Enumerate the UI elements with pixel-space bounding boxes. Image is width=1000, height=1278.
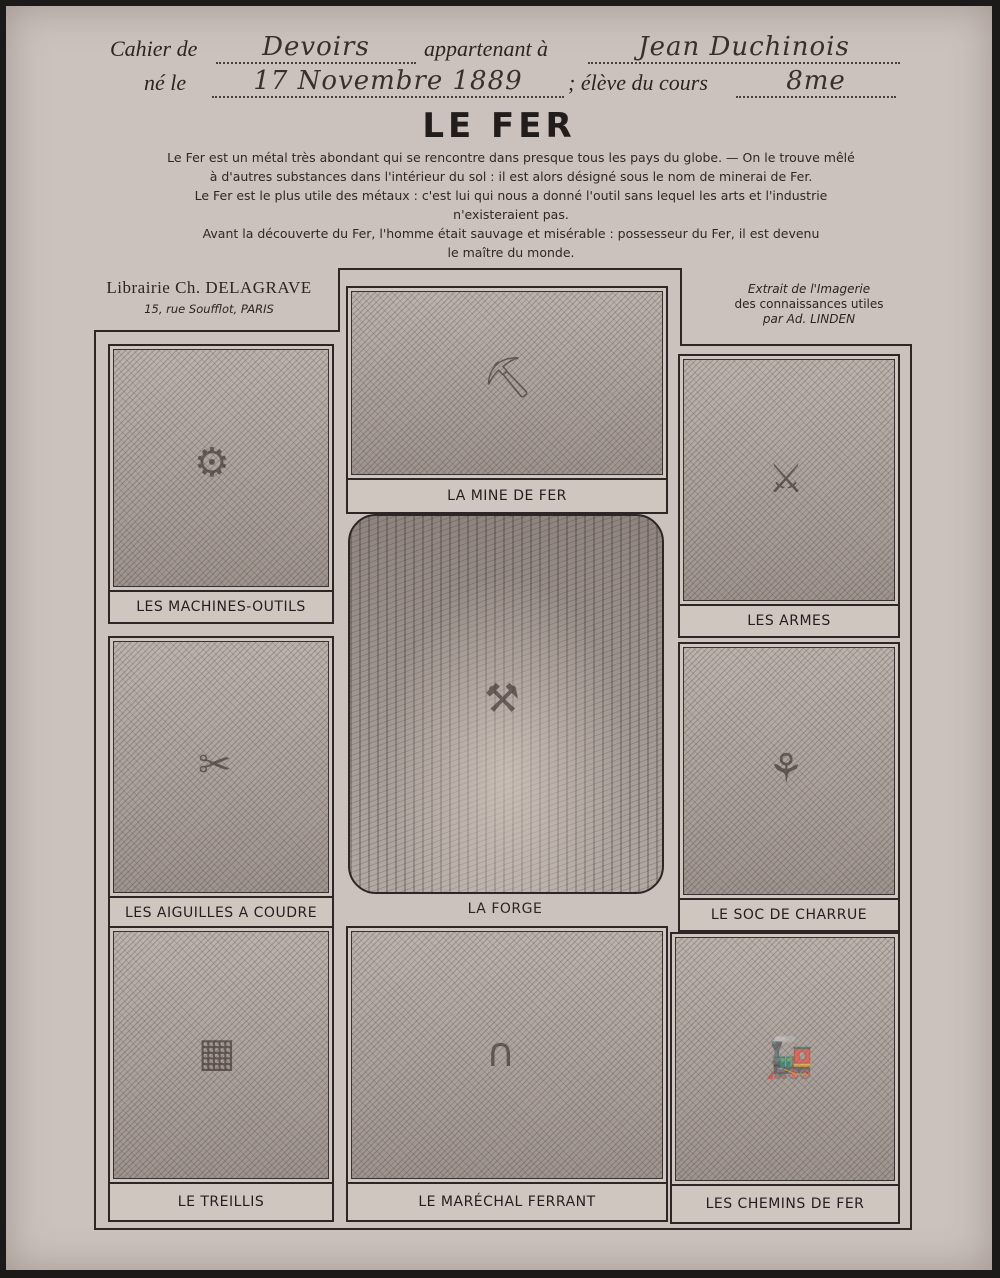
caption-chemins-de-fer: LES CHEMINS DE FER <box>672 1184 898 1222</box>
subject-field: Devoirs <box>216 36 416 64</box>
caption-forge: LA FORGE <box>467 901 543 917</box>
panel-treillis <box>108 926 334 1222</box>
panel-armes <box>678 354 900 638</box>
label-appartenant: appartenant à <box>424 36 549 61</box>
aiguilles-engraving <box>113 641 329 893</box>
panel-chemins-de-fer <box>670 932 900 1224</box>
publisher-address: 15, rue Soufflot, PARIS <box>144 302 274 316</box>
birthdate-field: 17 Novembre 1889 <box>212 70 564 98</box>
train-icon: 🚂 <box>764 1035 814 1081</box>
extrait-block <box>694 282 924 327</box>
panel-charrue <box>678 642 900 932</box>
anvil-icon: ⚒ <box>484 676 520 722</box>
frame-left <box>94 330 96 1230</box>
caption-treillis: LE TREILLIS <box>110 1182 332 1220</box>
extrait-line-1: Extrait de l'Imagerie <box>747 282 871 296</box>
treillis-engraving <box>113 931 329 1179</box>
cahier-cover <box>6 6 992 1270</box>
frame-bottom <box>94 1228 912 1230</box>
intro-line: n'existeraient pas. <box>453 207 569 222</box>
frame-top-center <box>338 268 682 270</box>
forge-engraving <box>348 514 664 894</box>
charrue-engraving <box>683 647 895 895</box>
lattice-icon: ▦ <box>198 1030 236 1076</box>
mine-de-fer-engraving <box>351 291 663 475</box>
swords-icon: ⚔ <box>768 456 804 502</box>
extrait-line-3: par Ad. LINDEN <box>762 312 856 326</box>
panel-machines-outils <box>108 344 334 624</box>
armes-engraving <box>683 359 895 601</box>
panel-aiguilles <box>108 636 334 930</box>
frame-top-right <box>680 344 912 346</box>
extrait-line-2: des connaissances utiles <box>734 297 884 311</box>
intro-line: Le Fer est un métal très abondant qui se rencontre dans presque tous les pays du globe. — On le trouve mêlé <box>167 150 855 165</box>
intro-line: Avant la découverte du Fer, l'homme était sauvage et misérable : possesseur du Fer, il est devenu <box>202 226 820 241</box>
caption-armes: LES ARMES <box>680 604 898 636</box>
page-title: LE FER <box>422 106 576 146</box>
caption-machines-outils: LES MACHINES-OUTILS <box>110 590 332 622</box>
machines-outils-engraving <box>113 349 329 587</box>
course-field: 8me <box>736 70 896 98</box>
intro-line: Le Fer est le plus utile des métaux : c'est lui qui nous a donné l'outil sans lequel les arts et l'industrie <box>194 188 828 203</box>
caption-charrue: LE SOC DE CHARRUE <box>680 898 898 930</box>
intro-line: le maître du monde. <box>447 245 575 260</box>
caption-aiguilles: LES AIGUILLES A COUDRE <box>110 896 332 928</box>
gear-icon: ⚙ <box>194 440 230 486</box>
marechal-engraving <box>351 931 663 1179</box>
plough-icon: ⚘ <box>768 746 804 792</box>
panel-marechal <box>346 926 668 1222</box>
frame-step-right <box>680 268 682 346</box>
panel-mine-de-fer <box>346 286 668 514</box>
label-cahier: Cahier de <box>110 36 198 61</box>
frame-step-left <box>338 268 340 332</box>
mine-cart-icon: ⛏ <box>482 355 533 401</box>
publisher-name: Librairie Ch. DELAGRAVE <box>106 278 312 297</box>
caption-marechal: LE MARÉCHAL FERRANT <box>348 1182 666 1220</box>
frame-right <box>910 344 912 1230</box>
intro-text <box>91 148 931 262</box>
chemins-de-fer-engraving <box>675 937 895 1181</box>
label-eleve: ; élève du cours <box>568 70 708 95</box>
publisher-block <box>84 278 334 316</box>
intro-line: à d'autres substances dans l'intérieur du sol : il est alors désigné sous le nom de minerai de Fer. <box>209 169 813 184</box>
frame-top-left <box>94 330 340 332</box>
needle-icon: ✂ <box>198 742 232 788</box>
label-ne-le: né le <box>144 70 187 95</box>
horseshoe-icon: ∩ <box>486 1030 516 1076</box>
caption-mine-de-fer: LA MINE DE FER <box>348 478 666 512</box>
owner-field: Jean Duchinois <box>588 36 900 64</box>
